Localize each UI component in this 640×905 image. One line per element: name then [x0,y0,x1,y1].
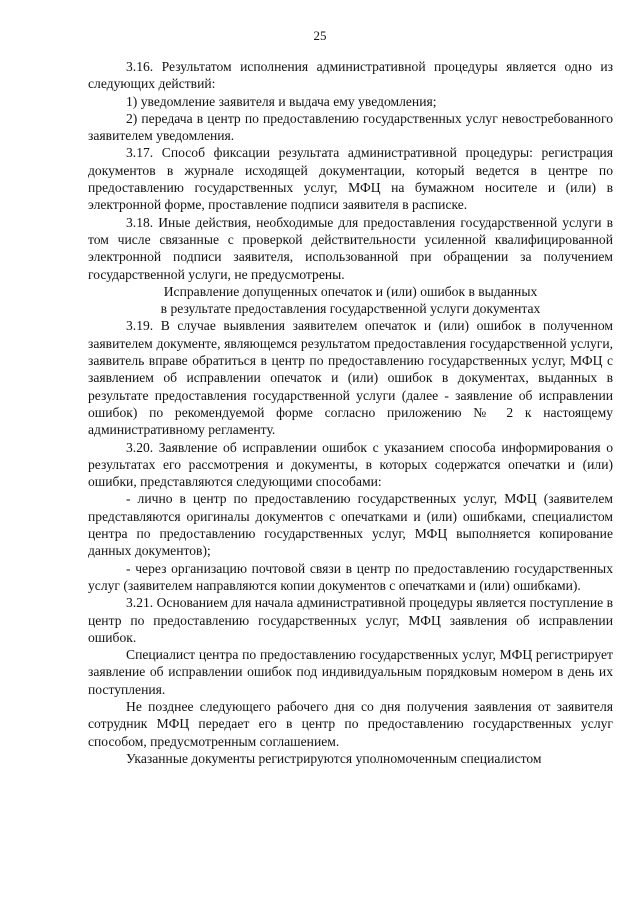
list-item-2: 2) передача в центр по предоставлению государственных услуг невостребованного заявителем уведомления. [88,110,613,144]
section-heading-line-1: Исправление допущенных опечаток и (или) ошибок в выданных [163,283,538,299]
paragraph-3-17: 3.17. Способ фиксации результата административной процедуры: регистрация документов в журнале исходящей документации, который ведется в центре по предоставлению государственных услуг, МФЦ на бумажном носителе и (или) в электронной форме, проставление подписи заявителя в расписке. [88,145,613,213]
list-item-by-mail: - через организацию почтовой связи в центр по предоставлению государственных услуг (заявителем направляются копии документов с опечатками и (или) ошибками). [88,560,613,593]
list-item-in-person: - лично в центр по предоставлению государственных услуг, МФЦ (заявителем представляются оригиналы документов с опечатками и (или) ошибками, специалистом центра по предоставлению государственных услуг, МФЦ выполняется копирование данных документов); [88,491,613,559]
section-heading [88,283,613,318]
paragraph-3-19: 3.19. В случае выявления заявителем опечаток и (или) ошибок в полученном заявителем документе, являющемся результатом предоставления государственной услуги, заявитель вправе обратиться в центр по предоставлению государственных услуг, МФЦ с заявлением об исправлении опечаток и (или) ошибок в документах, выданных в результате предоставления государственной услуги (далее - заявление об исправлении ошибок) по рекомендуемой форме согласно приложению № 2 к настоящему административному регламенту. [88,318,613,438]
paragraph-registration: Специалист центра по предоставлению государственных услуг, МФЦ регистрирует заявление об исправлении ошибок под индивидуальным порядковым номером в день их поступления. [88,647,613,697]
paragraph-3-21: 3.21. Основанием для начала административной процедуры является поступление в центр по предоставлению государственных услуг, МФЦ заявления об исправлении ошибок. [88,595,613,645]
page-number: 25 [313,28,327,43]
paragraph-transfer: Не позднее следующего рабочего дня со дня получения заявления от заявителя сотрудник МФЦ передает его в центр по предоставлению государственных услуг способом, предусмотренным соглашением. [88,698,613,749]
paragraph-3-18: 3.18. Иные действия, необходимые для предоставления государственной услуги в том числе связанные с проверкой действительности усиленной квалифицированной электронной подписи заявителя, использованной при обращении за получением государственной услуги, не предусмотрены. [88,214,613,282]
paragraph-3-20: 3.20. Заявление об исправлении ошибок с указанием способа информирования о результатах его рассмотрения и документы, в которых содержатся опечатки и (или) ошибки, представляются следующими способами: [88,439,613,490]
section-heading-line-2: в результате предоставления государственной услуги документах [160,301,541,317]
paragraph-documents-registered: Указанные документы регистрируются уполномоченным специалистом [126,750,542,766]
paragraph-3-16: 3.16. Результатом исполнения административной процедуры является одно из следующих действий: [88,59,613,92]
document-body [88,58,613,767]
list-item-1: 1) уведомление заявителя и выдача ему уведомления; [126,93,437,109]
